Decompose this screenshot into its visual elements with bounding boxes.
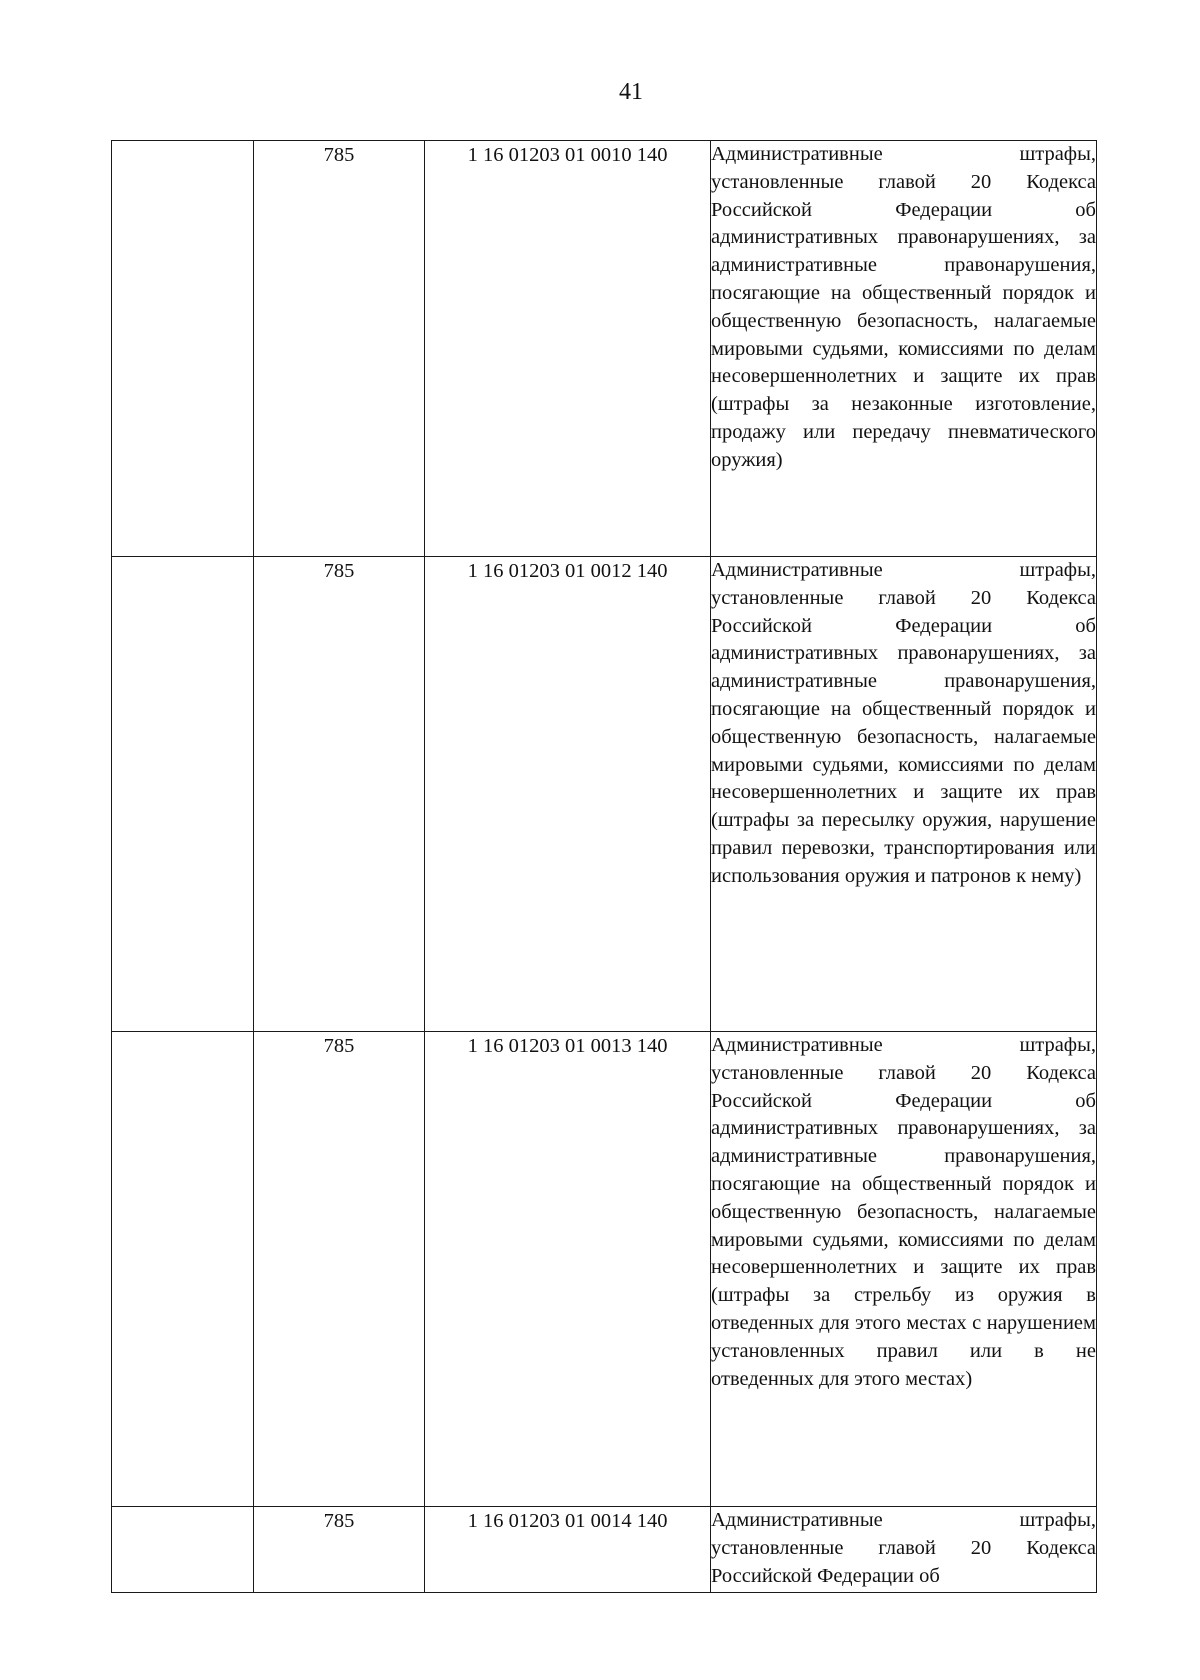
kbk-cell [425,141,711,557]
table-row [112,1507,1097,1593]
description-text: Административные штрафы, установленные главой 20 Кодекса Российской Федерации об административных правонарушениях, за административные правонарушения, посягающие на общественный порядок и общественную безопасность, налагаемые мировыми судьями, комиссиями по делам несовершеннолетних и защите их прав (штрафы за пересылку оружия, нарушение правил перевозки, транспортирования или использования оружия и патронов к нему) [711,559,1096,887]
blank-cell [112,1032,254,1507]
description-cell [711,1032,1097,1507]
kbk-code: 1 16 01203 01 0014 140 [467,1510,668,1532]
kbk-code: 1 16 01203 01 0012 140 [467,560,668,582]
description-cell [711,557,1097,1032]
kbk-code: 1 16 01203 01 0010 140 [467,144,668,166]
table-row [112,1032,1097,1507]
description-cell [711,1507,1097,1593]
description-text: Административные штрафы, установленные главой 20 Кодекса Российской Федерации об административных правонарушениях, за административные правонарушения, посягающие на общественный порядок и общественную безопасность, налагаемые мировыми судьями, комиссиями по делам несовершеннолетних и защите их прав (штрафы за стрельбу из оружия в отведенных для этого местах с нарушением установленных правил или в не отведенных для этого местах) [711,1034,1096,1390]
description-text: Административные штрафы, установленные главой 20 Кодекса Российской Федерации об [711,1509,1096,1587]
admin-code-cell [254,1032,425,1507]
blank-cell [112,557,254,1032]
admin-code: 785 [323,1510,355,1532]
blank-cell [112,1507,254,1593]
page-number: 41 [619,79,643,105]
kbk-cell [425,1032,711,1507]
admin-code: 785 [323,560,355,582]
table-row [112,557,1097,1032]
blank-cell [112,141,254,557]
kbk-code: 1 16 01203 01 0013 140 [467,1035,668,1057]
admin-code-cell [254,141,425,557]
kbk-cell [425,1507,711,1593]
description-text: Административные штрафы, установленные главой 20 Кодекса Российской Федерации об административных правонарушениях, за административные правонарушения, посягающие на общественный порядок и общественную безопасность, налагаемые мировыми судьями, комиссиями по делам несовершеннолетних и защите их прав (штрафы за незаконные изготовление, продажу или передачу пневматического оружия) [711,143,1096,471]
table-row [112,141,1097,557]
admin-code-cell [254,1507,425,1593]
budget-codes-table [111,140,1097,1593]
kbk-cell [425,557,711,1032]
admin-code: 785 [323,144,355,166]
description-cell [711,141,1097,557]
admin-code-cell [254,557,425,1032]
admin-code: 785 [323,1035,355,1057]
